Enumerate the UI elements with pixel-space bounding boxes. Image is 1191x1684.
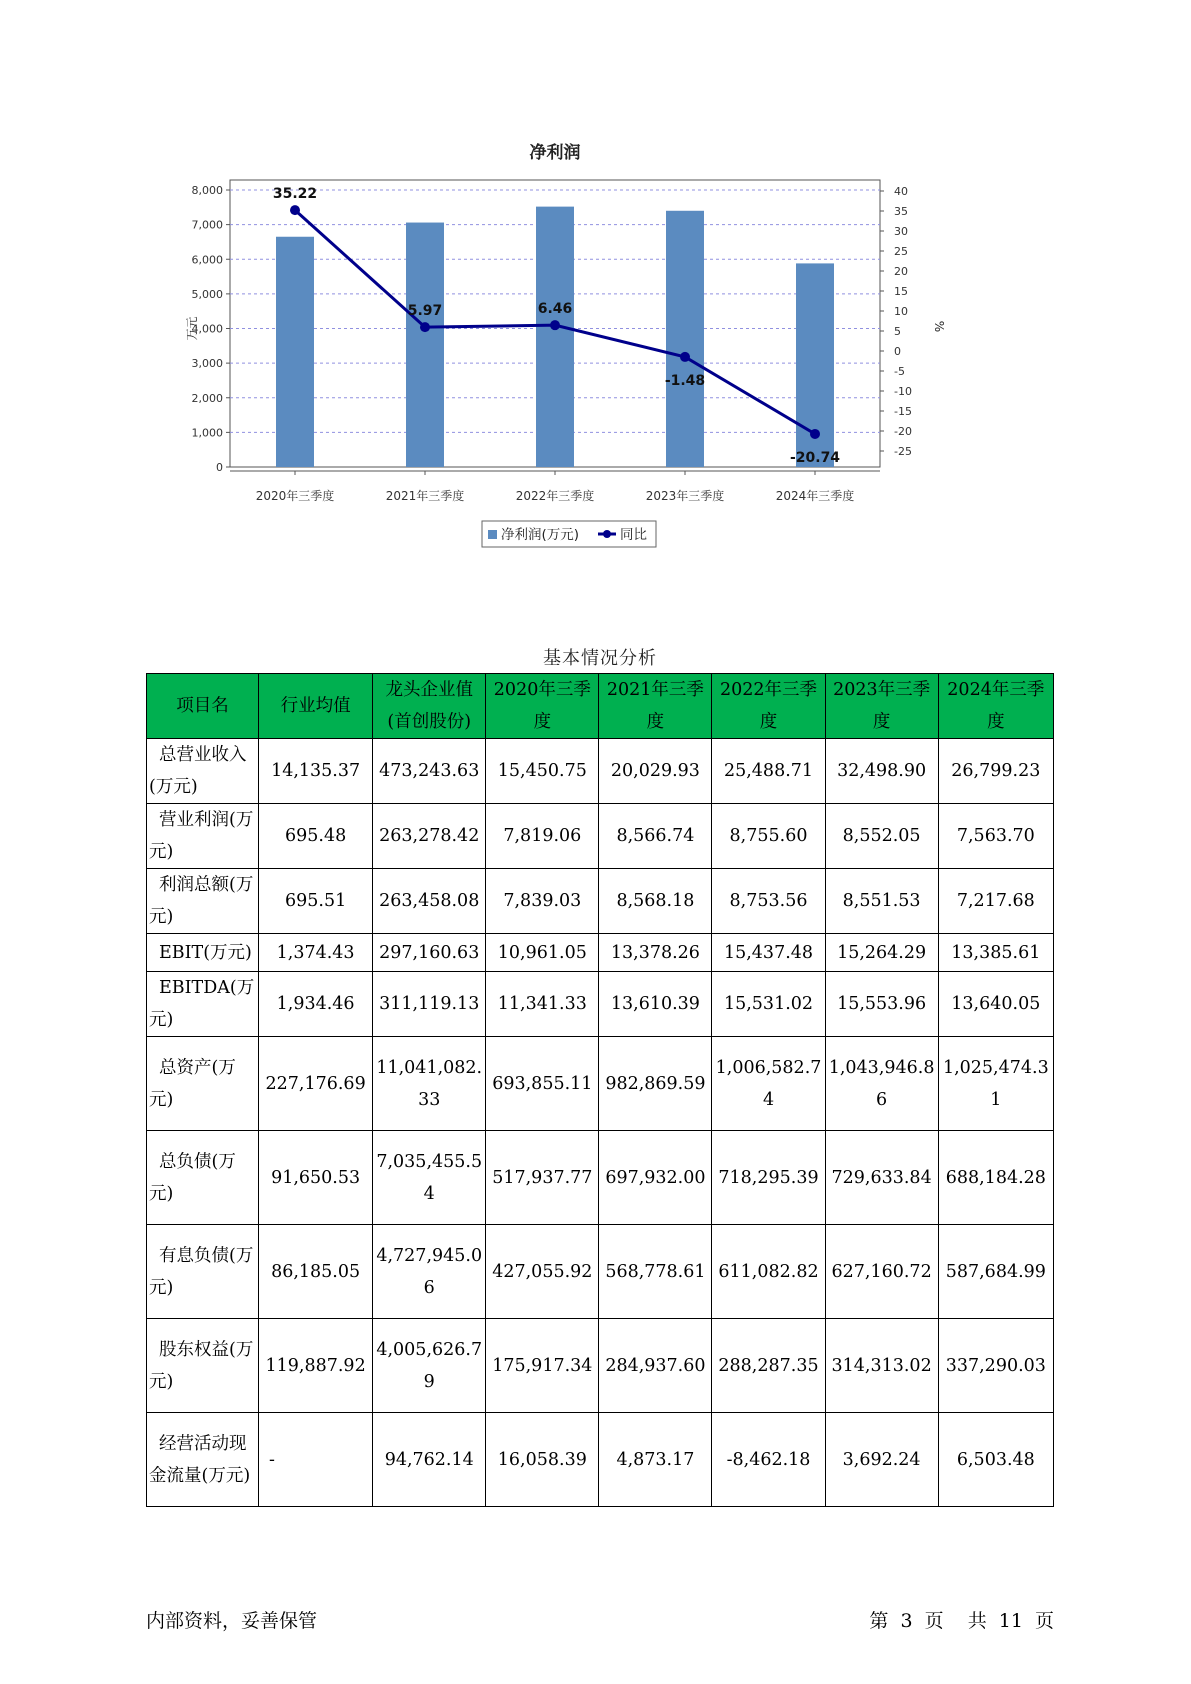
cell-value: 1,374.43 — [259, 934, 373, 972]
header-leader-value: 龙头企业值(首创股份) — [373, 674, 486, 739]
row-label: 股东权益(万元) — [147, 1319, 259, 1413]
cell-value: - — [259, 1413, 373, 1507]
table-row — [147, 1225, 1054, 1319]
cell-value: 7,563.70 — [938, 804, 1053, 869]
row-label: 总资产(万元) — [147, 1037, 259, 1131]
cell-value: 337,290.03 — [938, 1319, 1053, 1413]
table-row — [147, 1413, 1054, 1507]
cell-value: 1,043,946.86 — [825, 1037, 938, 1131]
cell-value: 8,755.60 — [712, 804, 825, 869]
cell-value: 517,937.77 — [486, 1131, 599, 1225]
page-current: 3 — [900, 1610, 913, 1632]
table-row — [147, 1131, 1054, 1225]
cell-value: 695.48 — [259, 804, 373, 869]
x-tick-label: 2022年三季度 — [515, 489, 595, 503]
cell-value: 11,341.33 — [486, 972, 599, 1037]
cell-value: 627,160.72 — [825, 1225, 938, 1319]
right-tick-label: -25 — [894, 445, 912, 458]
cell-value: 13,378.26 — [599, 934, 712, 972]
left-tick-label: 1,000 — [191, 426, 223, 440]
net-profit-chart — [180, 138, 1030, 598]
cell-value: 314,313.02 — [825, 1319, 938, 1413]
right-tick-label: -10 — [894, 385, 912, 398]
legend-line-label: 同比 — [620, 527, 647, 543]
chart-svg — [180, 138, 1030, 598]
cell-value: 568,778.61 — [599, 1225, 712, 1319]
header-2024q3: 2024年三季度 — [938, 674, 1053, 739]
footer-page-number — [869, 1606, 1054, 1633]
left-tick-label: 5,000 — [191, 287, 223, 301]
cell-value: 4,873.17 — [599, 1413, 712, 1507]
data-label: -20.74 — [789, 449, 841, 466]
cell-value: 288,287.35 — [712, 1319, 825, 1413]
cell-value: 25,488.71 — [712, 739, 825, 804]
cell-value: 7,839.03 — [486, 869, 599, 934]
cell-value: 26,799.23 — [938, 739, 1053, 804]
data-label: -1.48 — [664, 372, 706, 389]
cell-value: 729,633.84 — [825, 1131, 938, 1225]
row-label: 营业利润(万元) — [147, 804, 259, 869]
yoy-point — [420, 322, 430, 332]
header-industry-avg: 行业均值 — [259, 674, 373, 739]
right-tick-label: 0 — [894, 345, 901, 358]
cell-value: 15,264.29 — [825, 934, 938, 972]
left-tick-label: 2,000 — [191, 391, 223, 405]
cell-value: 718,295.39 — [712, 1131, 825, 1225]
row-label: 有息负债(万元) — [147, 1225, 259, 1319]
right-tick-label: -5 — [894, 365, 905, 378]
page-total: 11 — [998, 1610, 1023, 1632]
cell-value: 982,869.59 — [599, 1037, 712, 1131]
yoy-point — [290, 205, 300, 215]
left-tick-label: 7,000 — [191, 218, 223, 232]
table-header-row — [147, 674, 1054, 739]
yoy-point — [550, 320, 560, 330]
right-tick-label: 25 — [894, 245, 908, 258]
table-row — [147, 1037, 1054, 1131]
bar — [276, 237, 314, 467]
cell-value: 15,553.96 — [825, 972, 938, 1037]
left-tick-label: 8,000 — [191, 184, 223, 197]
cell-value: 15,531.02 — [712, 972, 825, 1037]
cell-value: 15,450.75 — [486, 739, 599, 804]
cell-value: 311,119.13 — [373, 972, 486, 1037]
cell-value: 427,055.92 — [486, 1225, 599, 1319]
legend-bar-swatch — [488, 530, 497, 539]
row-label: 总负债(万元) — [147, 1131, 259, 1225]
right-tick-label: 30 — [894, 225, 908, 238]
cell-value: 13,610.39 — [599, 972, 712, 1037]
cell-value: 32,498.90 — [825, 739, 938, 804]
x-tick-label: 2020年三季度 — [255, 489, 335, 503]
cell-value: -8,462.18 — [712, 1413, 825, 1507]
x-tick-label: 2023年三季度 — [645, 489, 725, 503]
table-title: 基本情况分析 — [543, 648, 657, 669]
cell-value: 6,503.48 — [938, 1413, 1053, 1507]
cell-value: 227,176.69 — [259, 1037, 373, 1131]
right-tick-label: 20 — [894, 265, 908, 278]
row-label: 经营活动现金流量(万元) — [147, 1413, 259, 1507]
cell-value: 13,385.61 — [938, 934, 1053, 972]
data-label: 5.97 — [407, 303, 443, 320]
cell-value: 7,217.68 — [938, 869, 1053, 934]
cell-value: 16,058.39 — [486, 1413, 599, 1507]
cell-value: 4,727,945.06 — [373, 1225, 486, 1319]
bar — [536, 207, 574, 467]
total-prefix: 共 — [967, 1610, 987, 1632]
row-label: 总营业收入(万元) — [147, 739, 259, 804]
chart-title: 净利润 — [529, 143, 581, 163]
right-tick-label: 5 — [894, 325, 901, 338]
total-suffix: 页 — [1034, 1610, 1054, 1632]
cell-value: 3,692.24 — [825, 1413, 938, 1507]
x-tick-label: 2021年三季度 — [385, 489, 465, 503]
cell-value: 7,819.06 — [486, 804, 599, 869]
right-tick-label: 10 — [894, 305, 908, 318]
table-row — [147, 869, 1054, 934]
cell-value: 8,552.05 — [825, 804, 938, 869]
cell-value: 297,160.63 — [373, 934, 486, 972]
cell-value: 4,005,626.79 — [373, 1319, 486, 1413]
header-2020q3: 2020年三季度 — [486, 674, 599, 739]
footer-confidential-note: 内部资料，妥善保管 — [146, 1610, 318, 1632]
cell-value: 13,640.05 — [938, 972, 1053, 1037]
cell-value: 611,082.82 — [712, 1225, 825, 1319]
cell-value: 175,917.34 — [486, 1319, 599, 1413]
cell-value: 263,278.42 — [373, 804, 486, 869]
cell-value: 11,041,082.33 — [373, 1037, 486, 1131]
table-row — [147, 739, 1054, 804]
x-tick-label: 2024年三季度 — [775, 489, 855, 503]
cell-value: 20,029.93 — [599, 739, 712, 804]
cell-value: 587,684.99 — [938, 1225, 1053, 1319]
left-axis-label: 万元 — [185, 316, 199, 341]
row-label: 利润总额(万元) — [147, 869, 259, 934]
cell-value: 7,035,455.54 — [373, 1131, 486, 1225]
page-prefix: 第 — [869, 1610, 889, 1632]
cell-value: 693,855.11 — [486, 1037, 599, 1131]
right-tick-label: 35 — [894, 205, 908, 218]
yoy-point — [810, 429, 820, 439]
left-tick-label: 0 — [216, 461, 223, 474]
table-row — [147, 804, 1054, 869]
table-row — [147, 972, 1054, 1037]
left-tick-label: 4,000 — [191, 322, 223, 336]
cell-value: 15,437.48 — [712, 934, 825, 972]
right-axis-label: % — [932, 320, 946, 333]
cell-value: 695.51 — [259, 869, 373, 934]
cell-value: 14,135.37 — [259, 739, 373, 804]
right-tick-label: 40 — [894, 185, 908, 198]
data-label: 6.46 — [537, 301, 573, 318]
table-row — [147, 934, 1054, 972]
cell-value: 284,937.60 — [599, 1319, 712, 1413]
left-tick-label: 6,000 — [191, 253, 223, 267]
header-item-name: 项目名 — [147, 674, 259, 739]
cell-value: 473,243.63 — [373, 739, 486, 804]
page-mid: 页 — [924, 1610, 944, 1632]
cell-value: 688,184.28 — [938, 1131, 1053, 1225]
right-tick-label: 15 — [894, 285, 908, 298]
table-row — [147, 1319, 1054, 1413]
right-tick-label: -20 — [894, 425, 912, 438]
bar — [666, 211, 704, 467]
left-tick-label: 3,000 — [191, 357, 223, 371]
cell-value: 8,568.18 — [599, 869, 712, 934]
cell-value: 1,025,474.31 — [938, 1037, 1053, 1131]
cell-value: 10,961.05 — [486, 934, 599, 972]
cell-value: 697,932.00 — [599, 1131, 712, 1225]
header-2022q3: 2022年三季度 — [712, 674, 825, 739]
cell-value: 94,762.14 — [373, 1413, 486, 1507]
data-label: 35.22 — [272, 186, 318, 203]
yoy-point — [680, 352, 690, 362]
cell-value: 8,566.74 — [599, 804, 712, 869]
cell-value: 91,650.53 — [259, 1131, 373, 1225]
bar — [406, 223, 444, 467]
cell-value: 8,551.53 — [825, 869, 938, 934]
basic-analysis-table — [146, 673, 1054, 1507]
row-label: EBITDA(万元) — [147, 972, 259, 1037]
cell-value: 86,185.05 — [259, 1225, 373, 1319]
cell-value: 8,753.56 — [712, 869, 825, 934]
cell-value: 263,458.08 — [373, 869, 486, 934]
right-tick-label: -15 — [894, 405, 912, 418]
cell-value: 119,887.92 — [259, 1319, 373, 1413]
legend-line-marker — [603, 530, 611, 538]
legend-bar-label: 净利润(万元) — [501, 527, 580, 543]
header-2021q3: 2021年三季度 — [599, 674, 712, 739]
cell-value: 1,934.46 — [259, 972, 373, 1037]
row-label: EBIT(万元) — [147, 934, 259, 972]
cell-value: 1,006,582.74 — [712, 1037, 825, 1131]
header-2023q3: 2023年三季度 — [825, 674, 938, 739]
